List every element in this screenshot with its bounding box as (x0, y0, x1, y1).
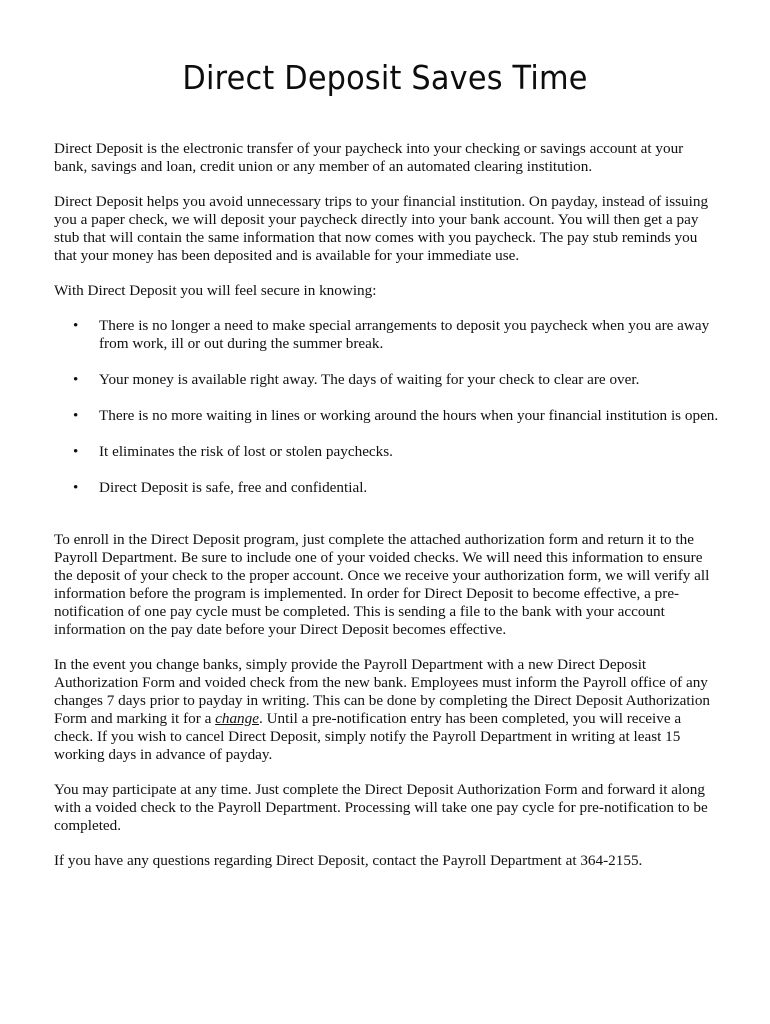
list-item-text: Your money is available right away. The days of waiting for your check to clear are over. (99, 371, 640, 388)
bullet-icon: • (73, 317, 79, 334)
bullet-icon: • (73, 479, 79, 496)
list-item (54, 443, 718, 461)
page-title: Direct Deposit Saves Time (182, 58, 588, 97)
change-emphasis: change (215, 710, 259, 727)
list-item-text: It eliminates the risk of lost or stolen paychecks. (99, 443, 393, 460)
intro-paragraph: Direct Deposit is the electronic transfer of your paycheck into your checking or savings account at your bank, savings and loan, credit union or any member of an automated clearing institution. (54, 140, 684, 175)
benefits-paragraph: Direct Deposit helps you avoid unnecessary trips to your financial institution. On payday, instead of issuing you a paper check, we will deposit your paycheck directly into your bank account. You will then get a pay stub that will contain the same information that now comes with you paycheck. The pay stub reminds you that your money has been deposited and is available for your immediate use. (54, 193, 709, 264)
list-item-text: There is no longer a need to make special arrangements to deposit you paycheck when you are away from work, ill or out during the summer break. (99, 317, 710, 352)
participate-paragraph: You may participate at any time. Just complete the Direct Deposit Authorization Form and forward it along with a voided check to the Payroll Department. Processing will take one pay cycle for pre-notification to be completed. (54, 781, 708, 834)
document-body (54, 140, 718, 870)
list-item (54, 371, 718, 389)
enroll-paragraph: To enroll in the Direct Deposit program, just complete the attached authorization form and return it to the Payroll Department. Be sure to include one of your voided checks. We will need this information to ensure the deposit of your check to the proper account. Once we receive your authorization form, we will verify all information before the program is implemented. In order for Direct Deposit to become effective, a pre-notification of one pay cycle must be completed. This is sending a file to the bank with your account information on the pay date before your Direct Deposit becomes effective. (54, 531, 710, 638)
list-item-text: There is no more waiting in lines or working around the hours when your financial institution is open. (99, 407, 719, 424)
benefits-list (54, 317, 718, 497)
bullet-icon: • (73, 371, 79, 388)
bullet-icon: • (73, 407, 79, 424)
change-paragraph: In the event you change banks, simply provide the Payroll Department with a new Direct Deposit Authorization Form and voided check from the new bank. Employees must inform the Payroll office of any changes 7 days prior to payday in writing. This can be done by completing the Direct Deposit Authorization Form and marking it for a change. Until a pre-notification entry has been completed, you will receive a check. If you wish to cancel Direct Deposit, simply notify the Payroll Department in writing at least 15 working days in advance of payday. (54, 656, 711, 763)
bullet-icon: • (73, 443, 79, 460)
list-item (54, 479, 718, 497)
bullets-intro: With Direct Deposit you will feel secure in knowing: (54, 282, 377, 299)
list-item (54, 317, 718, 353)
list-item (54, 407, 718, 425)
list-item-text: Direct Deposit is safe, free and confidential. (99, 479, 368, 496)
contact-paragraph: If you have any questions regarding Direct Deposit, contact the Payroll Department at 364-2155. (54, 852, 643, 869)
